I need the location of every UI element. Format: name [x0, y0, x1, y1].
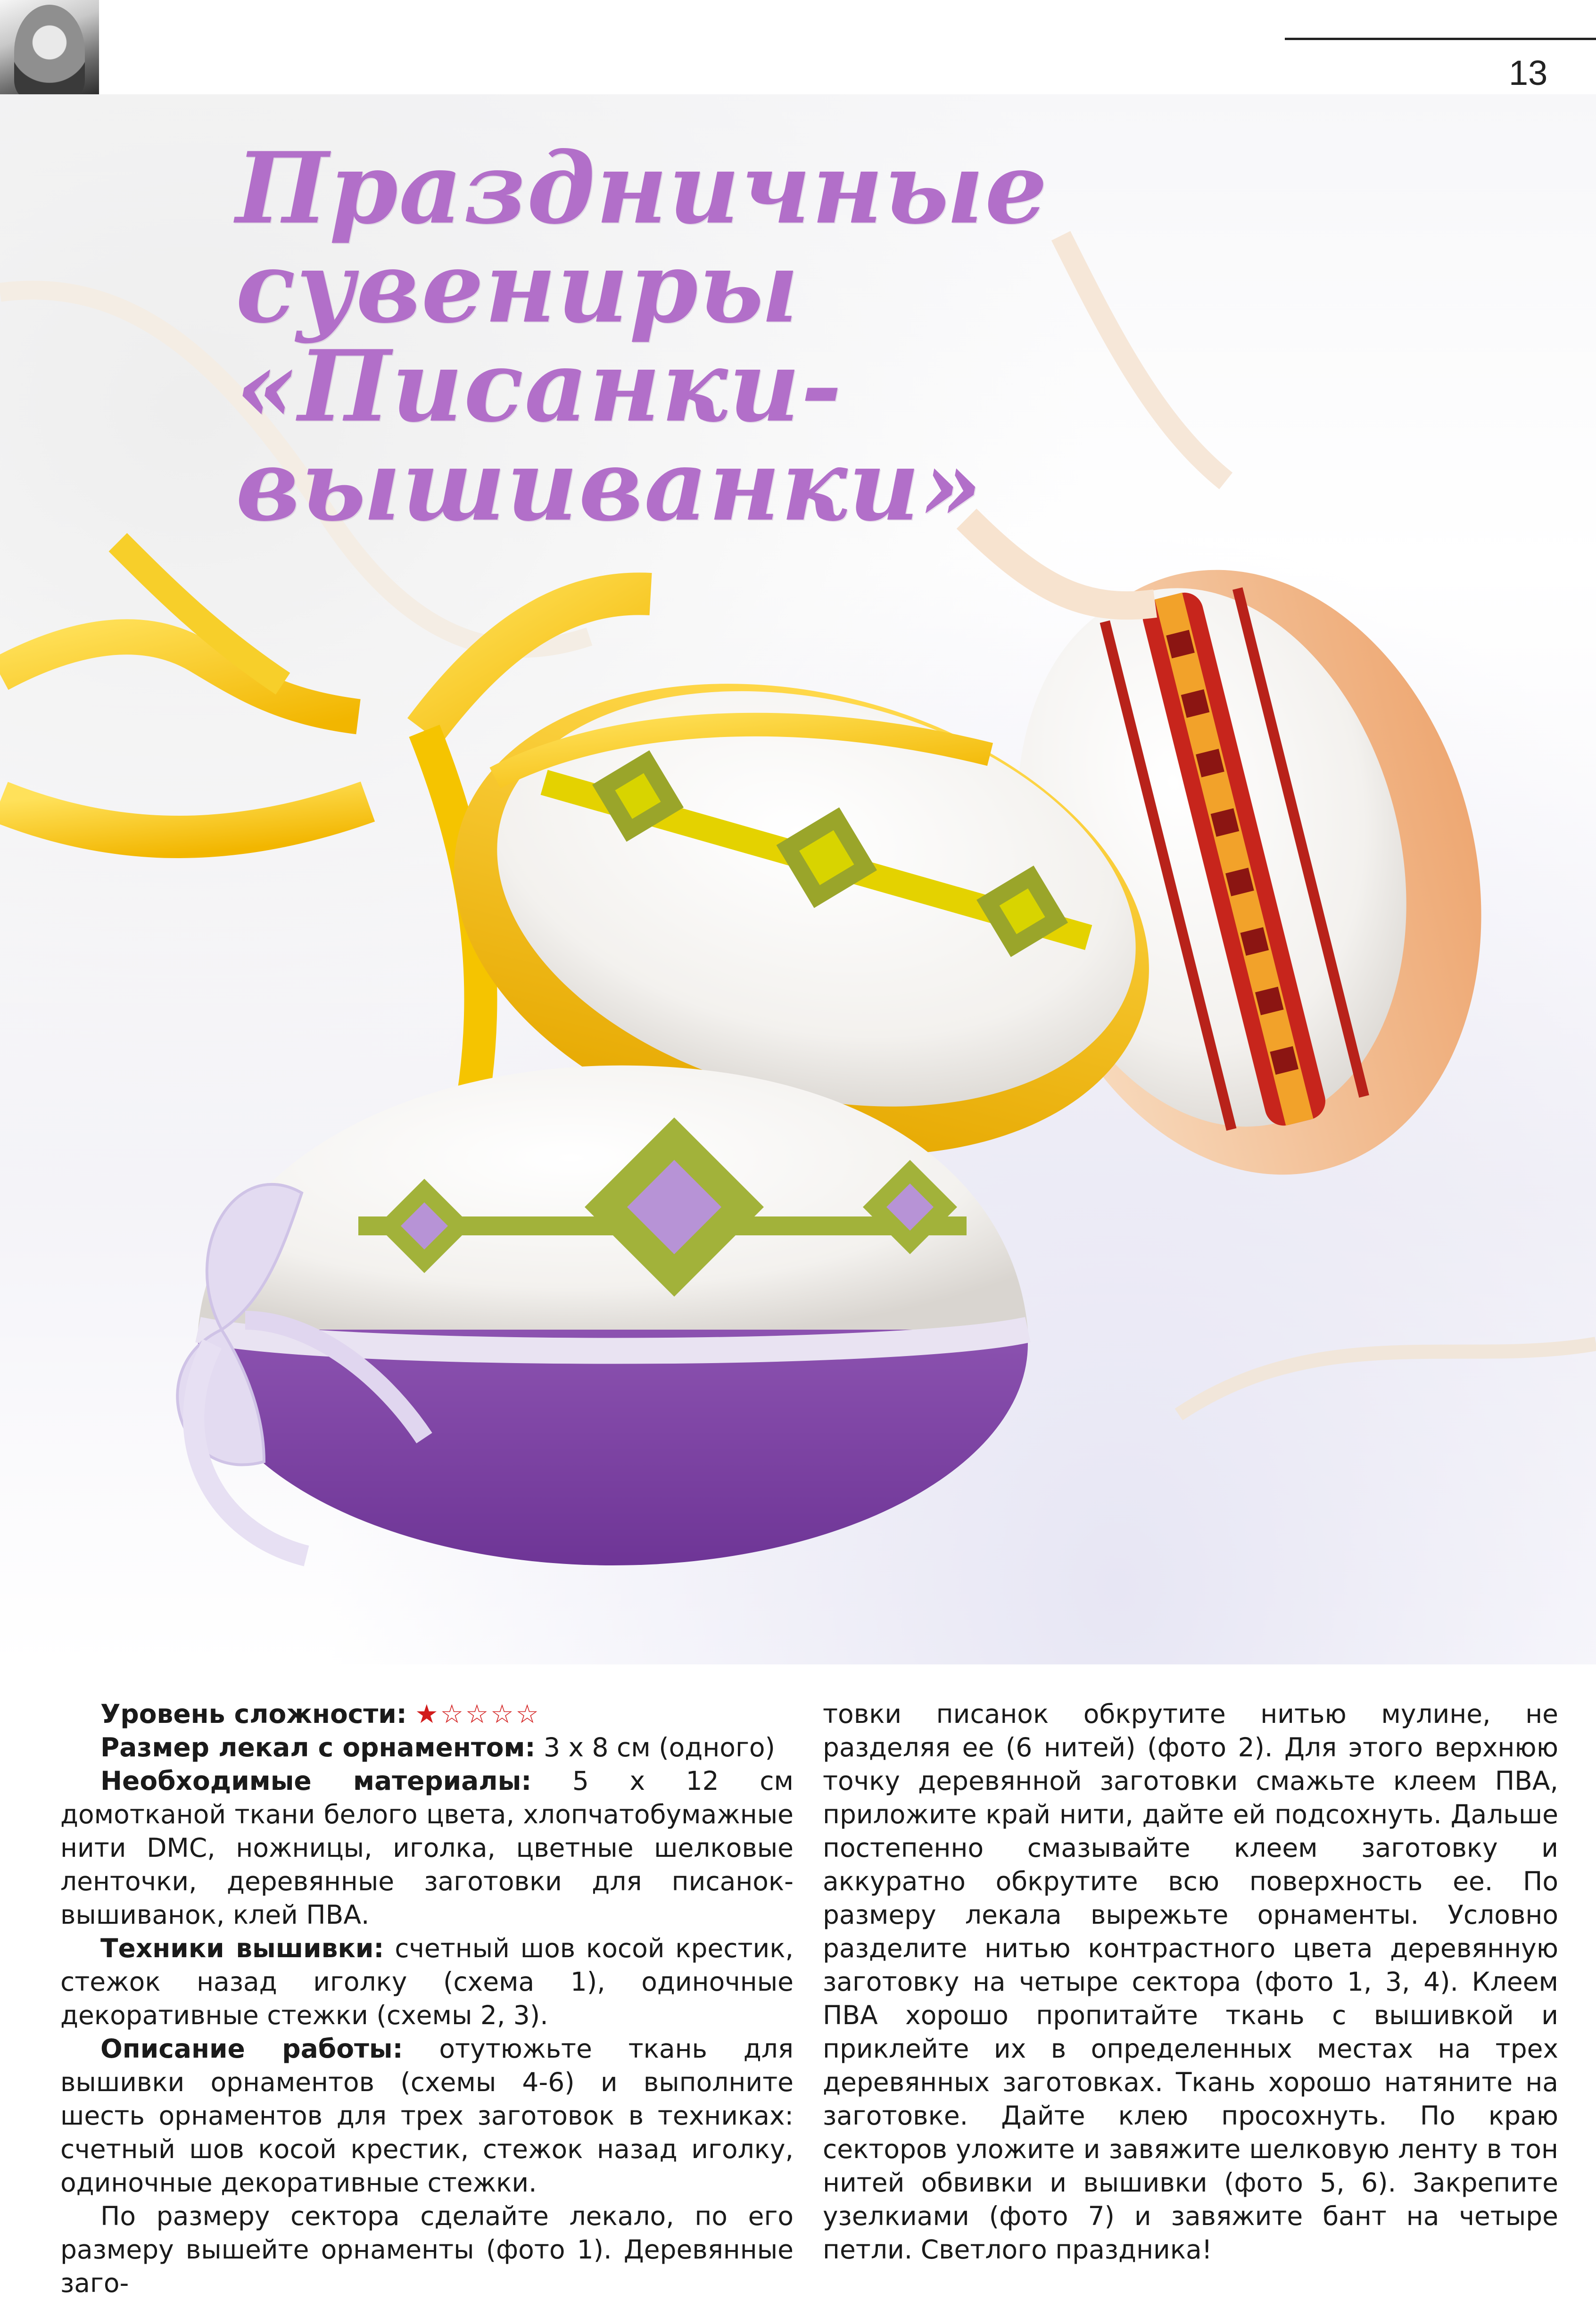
peach-ribbon	[967, 519, 1155, 605]
size-value: 3 х 8 см (одного)	[544, 1732, 775, 1762]
size-label: Размер лекал с орнаментом:	[100, 1732, 536, 1762]
corner-portrait-thumbnail	[0, 0, 99, 97]
yellow-ribbon-left	[0, 637, 358, 717]
background-ribbon-right	[1179, 1344, 1596, 1415]
materials-line	[60, 1764, 794, 1932]
star-empty-icon: ☆	[515, 1699, 541, 1729]
description-value: отутюжьте ткань для вышивки орнаментов (схемы 4-6) и выполните шесть орнаментов для трех заготовок в техниках: счетный шов косой крестик, стежок назад иголку, одиночные декоративные стежки.	[60, 2034, 794, 2198]
difficulty-label: Уровень сложности:	[100, 1699, 407, 1729]
article-title	[236, 131, 1049, 543]
techniques-value: счетный шов косой крестик, стежок назад иголку (схема 1), одиночные декоративные стежки (схемы 2, 3).	[60, 1933, 794, 2030]
portrait-figure	[14, 5, 85, 97]
title-line: «Писанки-	[236, 329, 843, 444]
title-line: вышиванки»	[236, 428, 983, 543]
easter-eggs-photo	[0, 94, 1596, 1664]
star-filled-icon: ★	[415, 1699, 440, 1729]
description-line	[60, 2032, 794, 2200]
yellow-ribbon-lower	[0, 802, 368, 837]
size-line	[60, 1731, 794, 1764]
header-rule	[1285, 38, 1596, 40]
techniques-line	[60, 1932, 794, 2032]
materials-label: Необходимые материалы:	[100, 1766, 532, 1796]
title-line: Праздничные	[236, 131, 1049, 246]
techniques-label: Техники вышивки:	[100, 1933, 384, 1963]
background-ribbon-peach	[1061, 236, 1226, 481]
purple-egg	[198, 1066, 1028, 1565]
difficulty-line	[60, 1697, 794, 1731]
page-number: 13	[1509, 53, 1548, 92]
star-empty-icon: ☆	[465, 1699, 491, 1729]
right-column	[823, 1697, 1558, 2267]
body-paragraph: По размеру сектора сделайте лекало, по его размеру вышейте орнаменты (фото 1). Деревянные заго-	[60, 2201, 794, 2298]
body-paragraph: товки писанок обкрутите нитью мулине, не разделяя ее (6 нитей) (фото 2). Для этого верхнюю точку деревянной заготовки смажьте клеем ПВА, приложите край нити, дайте ей подсохнуть. Дальше постепенно смазывайте клеем заготовку и аккуратно обкрутите всю поверхность ее. По размеру лекала вырежьте орнаменты. Условно разделите нитью контрастного цвета деревянную заготовку на четыре сектора (фото 1, 3, 4). Клеем ПВА хорошо пропитайте ткань с вышивкой и приклейте их в определенных местах на трех деревянных заготовках. Ткань хорошо натяните на заготовке. Дайте клею просохнуть. По краю секторов уложите и завяжите шелковую ленту в тон нитей обвивки и вышивки (фото 5, 6). Закрепите узелкиами (фото 7) и завяжите бант на четыре петли. Светлого праздника!	[823, 1699, 1558, 2265]
star-empty-icon: ☆	[490, 1699, 516, 1729]
title-line: сувениры	[236, 230, 800, 345]
left-column	[60, 1697, 794, 2300]
difficulty-rating	[415, 1699, 541, 1729]
materials-value: 5 х 12 см домотканой ткани белого цвета, хлопчатобумажные нити DMC, ножницы, иголка, цветные шелковые ленточки, деревянные заготовки для писанок-вышиванок, клей ПВА.	[60, 1766, 794, 1930]
description-label: Описание работы:	[100, 2034, 403, 2064]
star-empty-icon: ☆	[440, 1699, 465, 1729]
